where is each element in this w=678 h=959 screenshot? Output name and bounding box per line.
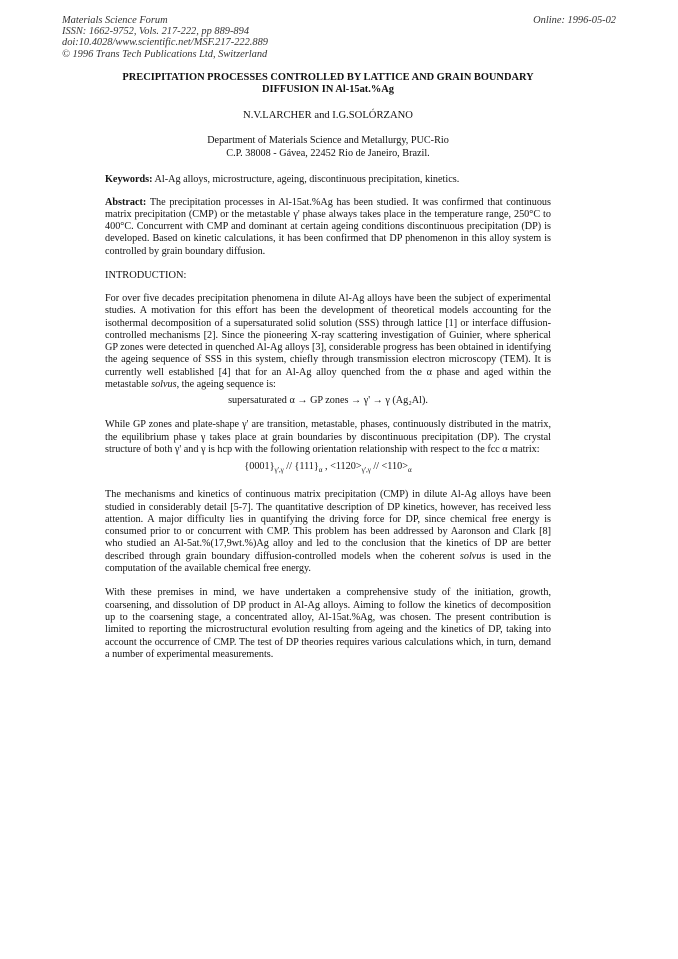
affiliation-line-2: C.P. 38008 - Gávea, 22452 Rio de Janeiro, Brazil. bbox=[226, 147, 430, 159]
affiliation bbox=[105, 135, 551, 160]
paper-body bbox=[105, 72, 551, 661]
abstract-label: Abstract: bbox=[105, 196, 147, 208]
copyright-line: © 1996 Trans Tech Publications Ltd, Switzerland bbox=[62, 48, 268, 60]
eq2-sub-3: γ',γ bbox=[361, 466, 371, 475]
eq2-sub-4: α bbox=[407, 466, 412, 475]
eq2-part-d: // <110> bbox=[370, 461, 408, 473]
eq2-sub-2: α bbox=[318, 466, 323, 475]
eq2-part-c: , <1120> bbox=[322, 461, 362, 473]
doi-line: doi:10.4028/www.scientific.net/MSF.217-222.889 bbox=[62, 37, 268, 49]
equation-orientation-relationship bbox=[105, 460, 551, 477]
keywords-label: Keywords: bbox=[105, 174, 153, 185]
p3-text: The mechanisms and kinetics of continuous matrix precipitation (CMP) in dilute Al-Ag alloys have been studied in considerably detail [5-7]. The quantitative description of DP kinetics, however, has received less attention. A major difficulty lies in quantifying the driving force for DP, since chemical free energy is consumed prior to or concurrent with CMP. This problem has been addressed by Aaronson and Clark [8] who studied an Al-5at.%(17,9wt.%)Ag alloy and led to the conclusion that the kinetics of DP are better described through grain boundary diffusion-controlled models when the coherent bbox=[105, 489, 551, 562]
section-heading-introduction: INTRODUCTION: bbox=[105, 269, 187, 281]
authors: N.V.LARCHER and I.G.SOLÓRZANO bbox=[243, 110, 413, 121]
abstract-text: The precipitation processes in Al-15at.%Ag has been studied. It was confirmed that continuous matrix precipitation (CMP) or the metastable γ' phase always takes place in the temperature range, 250°C to 400°C. Concurrent with CMP and dominant at certain ageing conditions discontinuous precipitation (DP) is developed. Based on kinetic calculations, it has been confirmed that DP phenomenon in this alloy system is controlled by grain boundary diffusion. bbox=[105, 196, 551, 257]
citation-block bbox=[62, 15, 268, 60]
p3-solvus: solvus bbox=[459, 550, 486, 562]
p1-text: For over five decades precipitation phenomena in dilute Al-Ag alloys have been the subject of experimental studies. A motivation for this effort has been the development of theoretical models accounting for the isothermal decomposition of a supersaturated solid solution (SSS) through lattice [1] or interface diffusion-controlled mechanisms [2]. Since the pioneering X-ray scattering investigation of Guinier, where spherical GP zones were detected in quenched Al-Ag alloys [3], considerable progress has been obtained in identifying the ageing sequence of SSS in this system, chiefly through transmission electron microscopy (TEM). It is currently well established [4] that for an Al-Ag alloy quenched from the α phase and aged within the metastable bbox=[105, 292, 551, 391]
affiliation-line-1: Department of Materials Science and Metallurgy, PUC-Rio bbox=[207, 135, 449, 146]
p1-solvus: solvus bbox=[151, 379, 177, 391]
eq2-sub-1: γ',γ bbox=[274, 466, 284, 475]
online-date: Online: 1996-05-02 bbox=[533, 15, 616, 26]
eq2-part-a: {0001} bbox=[244, 461, 275, 473]
title-line-1: PRECIPITATION PROCESSES CONTROLLED BY LATTICE AND GRAIN BOUNDARY bbox=[122, 72, 534, 83]
abstract bbox=[105, 197, 551, 258]
equation-ageing-sequence: supersaturated α → GP zones → γ' → γ (Ag₂Al). bbox=[228, 395, 428, 407]
p3-text-end: is used in the computation of the available chemical free energy. bbox=[105, 550, 551, 575]
journal-name: Materials Science Forum bbox=[62, 15, 168, 26]
keywords bbox=[105, 174, 551, 187]
p1-text-end: , the ageing sequence is: bbox=[176, 379, 276, 391]
issn-line: ISSN: 1662-9752, Vols. 217-222, pp 889-894 bbox=[62, 26, 250, 38]
eq2-part-b: // {111} bbox=[283, 461, 319, 473]
title-line-2: DIFFUSION IN Al-15at.%Ag bbox=[262, 84, 394, 95]
intro-paragraph-3 bbox=[105, 489, 551, 575]
paper-title bbox=[105, 72, 551, 96]
intro-paragraph-1 bbox=[105, 293, 551, 391]
keywords-text: Al-Ag alloys, microstructure, ageing, discontinuous precipitation, kinetics. bbox=[154, 174, 460, 185]
intro-paragraph-2: While GP zones and plate-shape γ' are transition, metastable, phases, continuously distributed in the matrix, the equilibrium phase γ takes place at grain boundaries by discontinuous precipitation (DP). The crystal structure of both γ' and γ is hcp with the following orientation relationship with respect to the fcc α matrix: bbox=[105, 419, 551, 455]
intro-paragraph-4: With these premises in mind, we have undertaken a comprehensive study of the initiation, growth, coarsening, and dissolution of DP product in Al-Ag alloys. Aiming to follow the kinetics of decomposition up to the coarsening stage, a concentrated alloy, Al-15at.%Ag, was chosen. The present contribution is limited to reporting the microstructural evolution resulting from ageing and the kinetics of DP, taking into account the occurrence of CMP. The test of DP theories requires various calculations which, in turn, demand a number of experimental measurements. bbox=[105, 587, 551, 660]
